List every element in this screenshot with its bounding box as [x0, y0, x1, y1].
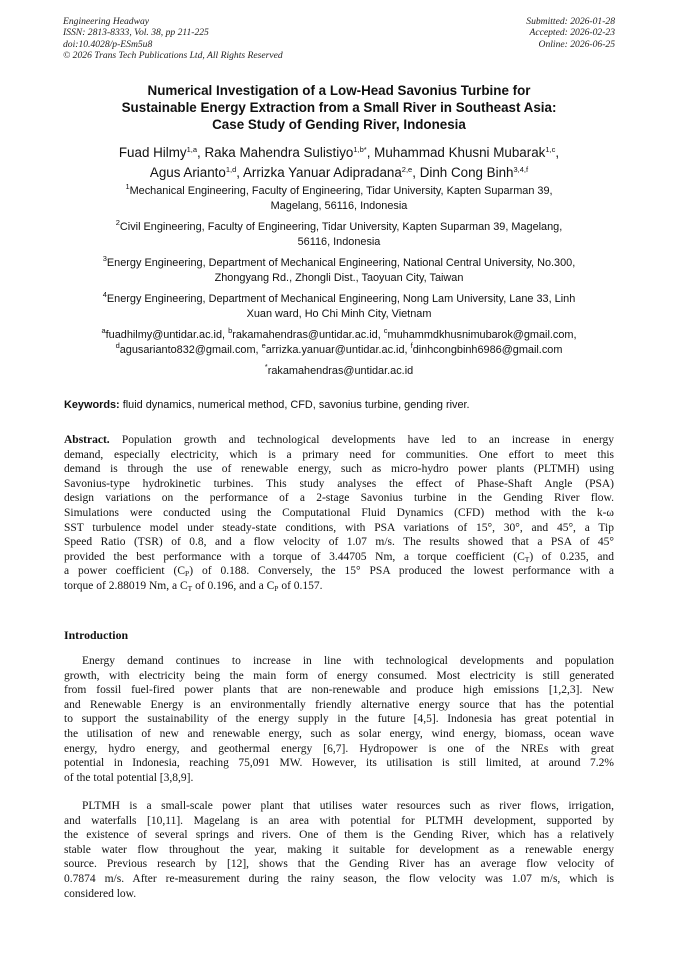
- introduction-paragraph-2: PLTMH is a small-scale power plant that utilises water resources such as river flows, irrigation, and waterfalls [10,11]. Magelang is an area with potential for PLTMH development, supported by the existence of several springs and rivers. One of them is the Gending River, which has a relatively stable water flow throughout the year, making it suitable for development as a renewable energy source. Previous research by [12], shows that the Gending River has an average flow velocity of 0.7874 m/s. After re-measurement during the rainy season, the flow velocity was 1.07 m/s, which is considered low.: [64, 800, 614, 900]
- author-name: Raka Mahendra Sulistiyo: [204, 145, 354, 160]
- author-line: Agus Arianto$^{1,d}$, Arrizka Yanuar Adipradana$^{2,e}$, Dinh Cong Binh$^{3,4,f}$: [149, 165, 529, 180]
- introduction-paragraph-1: Energy demand continues to increase in line with technological developments and population growth, with electricity being the main form of energy consumed. Most electricity is still generated from fossil fuel-fired power plants that are non-renewable and produce high emissions [1,2,3]. New and Renewable Energy is an environmentally friendly alternative energy source that has the potential to support the sustainability of the energy supply in the future [4,5]. Indonesia has great potential in the utilisation of new and renewable energy, such as solar energy, wind energy, biomass, ocean wave energy, hydro energy, and geothermal energy [6,7]. Hydropower is one of the NREs with great potential in Indonesia, reaching 75,091 MW. However, its utilisation is still limited, at around 7.2% of the total potential [3,8,9].: [64, 655, 614, 784]
- author-list: [40, 143, 638, 183]
- email-link[interactable]: rakamahendras@untidar.ac.id: [267, 365, 414, 377]
- author-affiliation-marker: 1,a: [186, 145, 198, 154]
- email-link[interactable]: arrizka.yanuar@untidar.ac.id,: [265, 344, 411, 356]
- author-affiliation-marker: 1,d: [225, 165, 237, 174]
- keywords-text: fluid dynamics, numerical method, CFD, savonius turbine, gending river.: [119, 399, 470, 411]
- paper-title: [60, 82, 618, 134]
- affiliation-1: $^1$Mechanical Engineering, Faculty of Engineering, Tidar University, Kapten Suparman 39, Magelang, 56116, Indonesia: [125, 182, 553, 212]
- author-emails: $^a$fuadhilmy@untidar.ac.id, $^b$rakamahendras@untidar.ac.id, $^c$muhammdkhusnimubarok@gmail.com, $^d$agusarianto832@gmail.com, $^e$arrizka.yanuar@untidar.ac.id, $^f$dinhcongbinh6986@gmail.com: [101, 326, 577, 356]
- affiliation-2: $^2$Civil Engineering, Faculty of Engineering, Tidar University, Kapten Suparman 39, Magelang, 56116, Indonesia: [115, 218, 563, 248]
- email-link[interactable]: rakamahendras@untidar.ac.id,: [232, 329, 384, 341]
- author-affiliation-marker: 1,b*: [353, 145, 367, 154]
- title-line: Sustainable Energy Extraction from a Small River in Southeast Asia:: [121, 100, 557, 116]
- email-link[interactable]: agusarianto832@gmail.com,: [119, 344, 262, 356]
- abstract-label: Abstract.: [64, 434, 110, 446]
- title-line: Numerical Investigation of a Low-Head Savonius Turbine for: [147, 83, 531, 98]
- journal-name: Engineering Headway: [63, 16, 150, 27]
- issn-volume: ISSN: 2813-8333, Vol. 38, pp 211-225: [63, 27, 209, 39]
- submitted-date: Submitted: 2026-01-28: [526, 16, 615, 27]
- corresponding-email: *rakamahendras@untidar.ac.id: [264, 362, 414, 377]
- email-link[interactable]: fuadhilmy@untidar.ac.id,: [105, 329, 229, 341]
- abstract: Abstract. Population growth and technological developments have led to an increase in energy demand, especially electricity, which is a primary need for communities. One effort to meet this demand is through the use of renewable energy, such as micro-hydro power plants (PLTMH) using Savonius-type hydrokinetic turbines. This study analyses the effect of Phase-Shaft Angle (PSA) design variations on the performance of a 2-stage Savonius turbine in the Gending River flow. Simulations were conducted using the Computational Fluid Dynamics (CFD) method with the k-ω SST turbulence model under steady-state conditions, with PSA variations of 15°, 30°, and 45°, a Tip Speed Ratio (TSR) of 0.8, and a flow velocity of 1.07 m/s. The results showed that a PSA of 45° provided the best performance with a torque of 3.44705 Nm, a torque coefficient $(C_T)$ of 0.235, and a power coefficient $(C_P)$ of 0.188. Conversely, the 15° PSA produced the lowest performance with a torque of 2.88019 Nm, a $C_T$ of 0.196, and a $C_P$ of 0.157.: [64, 434, 615, 593]
- author-name: Dinh Cong Binh: [419, 165, 514, 180]
- affiliation-4: $^4$Energy Engineering, Department of Mechanical Engineering, Nong Lam University, Lane 33, Linh Xuan ward, Ho Chi Minh City, Vietnam: [102, 290, 576, 320]
- dates-header: [526, 16, 615, 50]
- online-date: Online: 2026-06-25: [538, 38, 615, 50]
- email-link[interactable]: dinhcongbinh6986@gmail.com: [412, 344, 563, 356]
- author-name: Arrizka Yanuar Adipradana: [242, 165, 402, 180]
- affiliation-3: $^3$Energy Engineering, Department of Mechanical Engineering, National Central University, No.300, Zhongyang Rd., Zhongli Dist., Taoyuan City, Taiwan: [102, 254, 576, 284]
- author-affiliation-marker: 1,c: [545, 145, 556, 154]
- section-heading-introduction: Introduction: [64, 628, 129, 642]
- keywords-label: Keywords:: [64, 399, 120, 411]
- author-name: Muhammad Khusni Mubarak: [374, 145, 546, 160]
- author-affiliation-marker: 3,4,f: [513, 165, 529, 174]
- author-affiliation-marker: 2,e: [401, 165, 413, 174]
- keywords: [64, 398, 470, 413]
- author-name: Agus Arianto: [149, 165, 226, 180]
- copyright: © 2026 Trans Tech Publications Ltd, All Rights Reserved: [63, 50, 283, 62]
- journal-header: [63, 16, 283, 62]
- doi[interactable]: doi:10.4028/p-ESm5u8: [63, 38, 153, 50]
- author-name: Fuad Hilmy: [118, 145, 187, 160]
- author-line: Fuad Hilmy$^{1,a}$, Raka Mahendra Sulistiyo$^{1,b*}$, Muhammad Khusni Mubarak$^{1,c}$,: [118, 145, 560, 160]
- email-link[interactable]: muhammdkhusnimubarok@gmail.com,: [387, 329, 577, 341]
- accepted-date: Accepted: 2026-02-23: [529, 27, 615, 39]
- title-line: Case Study of Gending River, Indonesia: [212, 117, 466, 133]
